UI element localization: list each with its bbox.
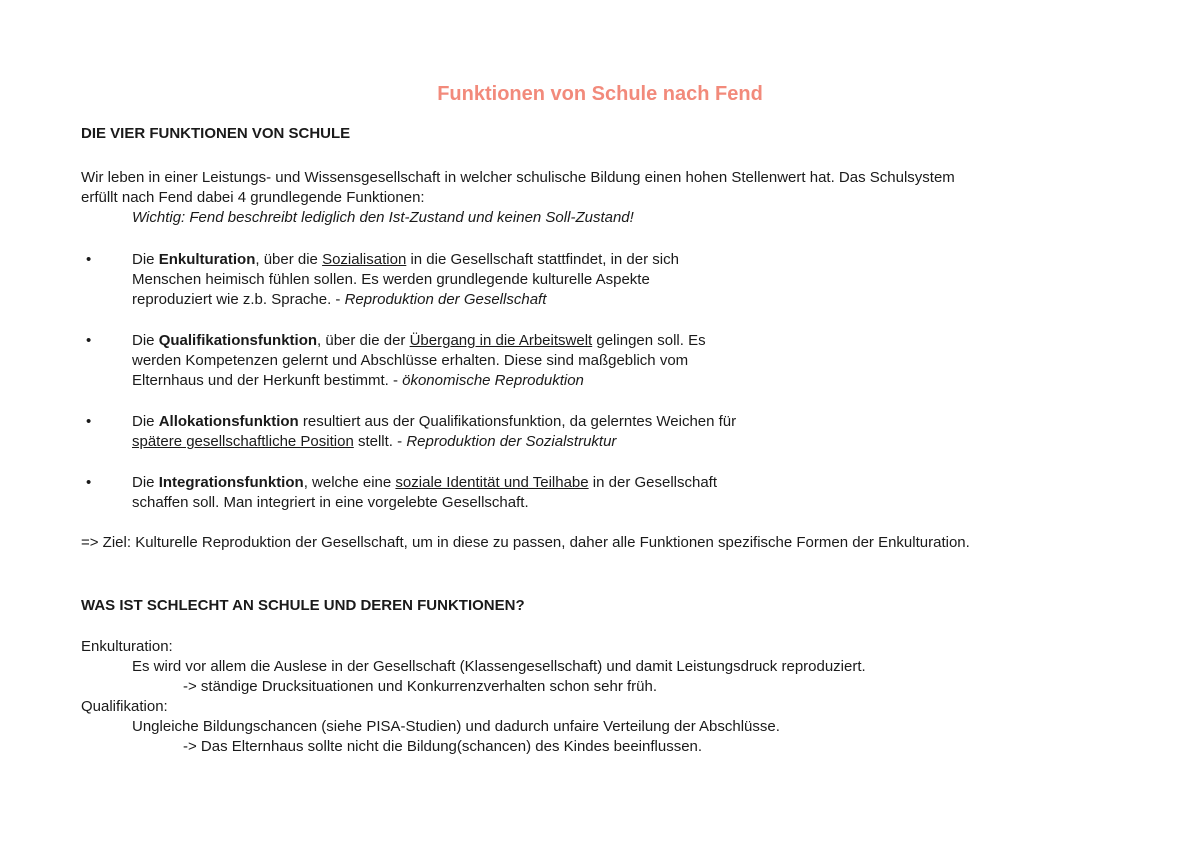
bullet-icon: • xyxy=(86,332,92,349)
term-allokationsfunktion: Allokationsfunktion xyxy=(158,413,299,430)
underlined-soziale-identitaet: soziale Identität und Teilhabe xyxy=(395,474,589,491)
list-item-integration-line-2: schaffen soll. Man integriert in eine vorgelebte Gesellschaft. xyxy=(132,494,529,511)
list-item-allokation-line-1: Die Allokationsfunktion resultiert aus der Qualifikationsfunktion, da gelerntes Weichen für xyxy=(132,413,737,430)
list-item-enkulturation-line-2: Menschen heimisch fühlen sollen. Es werden grundlegende kulturelle Aspekte xyxy=(132,271,650,288)
critique-label-enkulturation: Enkulturation: xyxy=(81,638,173,655)
intro-line-2: erfüllt nach Fend dabei 4 grundlegende Funktionen: xyxy=(81,189,425,206)
underlined-uebergang-arbeitswelt: Übergang in die Arbeitswelt xyxy=(409,332,593,349)
intro-line-1: Wir leben in einer Leistungs- und Wissensgesellschaft in welcher schulische Bildung einen hohen Stellenwert hat. Das Schulsystem xyxy=(81,169,955,186)
list-item-qualifikation-line-2: werden Kompetenzen gelernt und Abschlüsse erhalten. Diese sind maßgeblich vom xyxy=(132,352,689,369)
underlined-sozialisation: Sozialisation xyxy=(322,251,407,268)
bullet-icon: • xyxy=(86,413,92,430)
list-item-enkulturation-line-3: reproduziert wie z.b. Sprache. - Reproduktion der Gesellschaft xyxy=(132,291,547,308)
italic-oekonomische-reproduktion: ökonomische Reproduktion xyxy=(402,372,584,389)
underlined-gesellschaftliche-position: spätere gesellschaftliche Position xyxy=(132,433,354,450)
section-heading-functions: DIE VIER FUNKTIONEN VON SCHULE xyxy=(81,125,351,142)
critique-text-qualifikation: Ungleiche Bildungschancen (siehe PISA-Studien) und dadurch unfaire Verteilung der Abschlüsse. xyxy=(132,718,780,735)
list-item-qualifikation-line-3: Elternhaus und der Herkunft bestimmt. - ökonomische Reproduktion xyxy=(132,372,584,389)
term-enkulturation: Enkulturation xyxy=(158,251,256,268)
bullet-icon: • xyxy=(86,251,92,268)
list-item-enkulturation-line-1: Die Enkulturation, über die Sozialisation in die Gesellschaft stattfindet, in der sich xyxy=(132,251,679,268)
term-integrationsfunktion: Integrationsfunktion xyxy=(158,474,304,491)
bullet-icon: • xyxy=(86,474,92,491)
list-item-qualifikation-line-1: Die Qualifikationsfunktion, über die der Übergang in die Arbeitswelt gelingen soll. Es xyxy=(132,332,706,349)
section-heading-critique: WAS IST SCHLECHT AN SCHULE UND DEREN FUNKTIONEN? xyxy=(81,597,525,614)
italic-reproduktion-gesellschaft: Reproduktion der Gesellschaft xyxy=(344,291,547,308)
page-title: Funktionen von Schule nach Fend xyxy=(437,83,763,105)
list-item-allokation-line-2: spätere gesellschaftliche Position stellt. - Reproduktion der Sozialstruktur xyxy=(132,433,617,450)
critique-arrow-qualifikation: -> Das Elternhaus sollte nicht die Bildung(schancen) des Kindes beeinflussen. xyxy=(183,738,703,755)
critique-text-enkulturation: Es wird vor allem die Auslese in der Gesellschaft (Klassengesellschaft) und damit Leistungsdruck reproduziert. xyxy=(132,658,866,675)
critique-arrow-enkulturation: -> ständige Drucksituationen und Konkurrenzverhalten schon sehr früh. xyxy=(183,678,658,695)
conclusion-line: => Ziel: Kulturelle Reproduktion der Gesellschaft, um in diese zu passen, daher alle Funktionen spezifische Formen der Enkulturation. xyxy=(81,534,970,551)
italic-reproduktion-sozialstruktur: Reproduktion der Sozialstruktur xyxy=(406,433,617,450)
note-line: Wichtig: Fend beschreibt lediglich den Ist-Zustand und keinen Soll-Zustand! xyxy=(132,209,634,226)
list-item-integration-line-1: Die Integrationsfunktion, welche eine soziale Identität und Teilhabe in der Gesellschaft xyxy=(132,474,718,491)
term-qualifikationsfunktion: Qualifikationsfunktion xyxy=(158,332,318,349)
critique-label-qualifikation: Qualifikation: xyxy=(81,698,168,715)
